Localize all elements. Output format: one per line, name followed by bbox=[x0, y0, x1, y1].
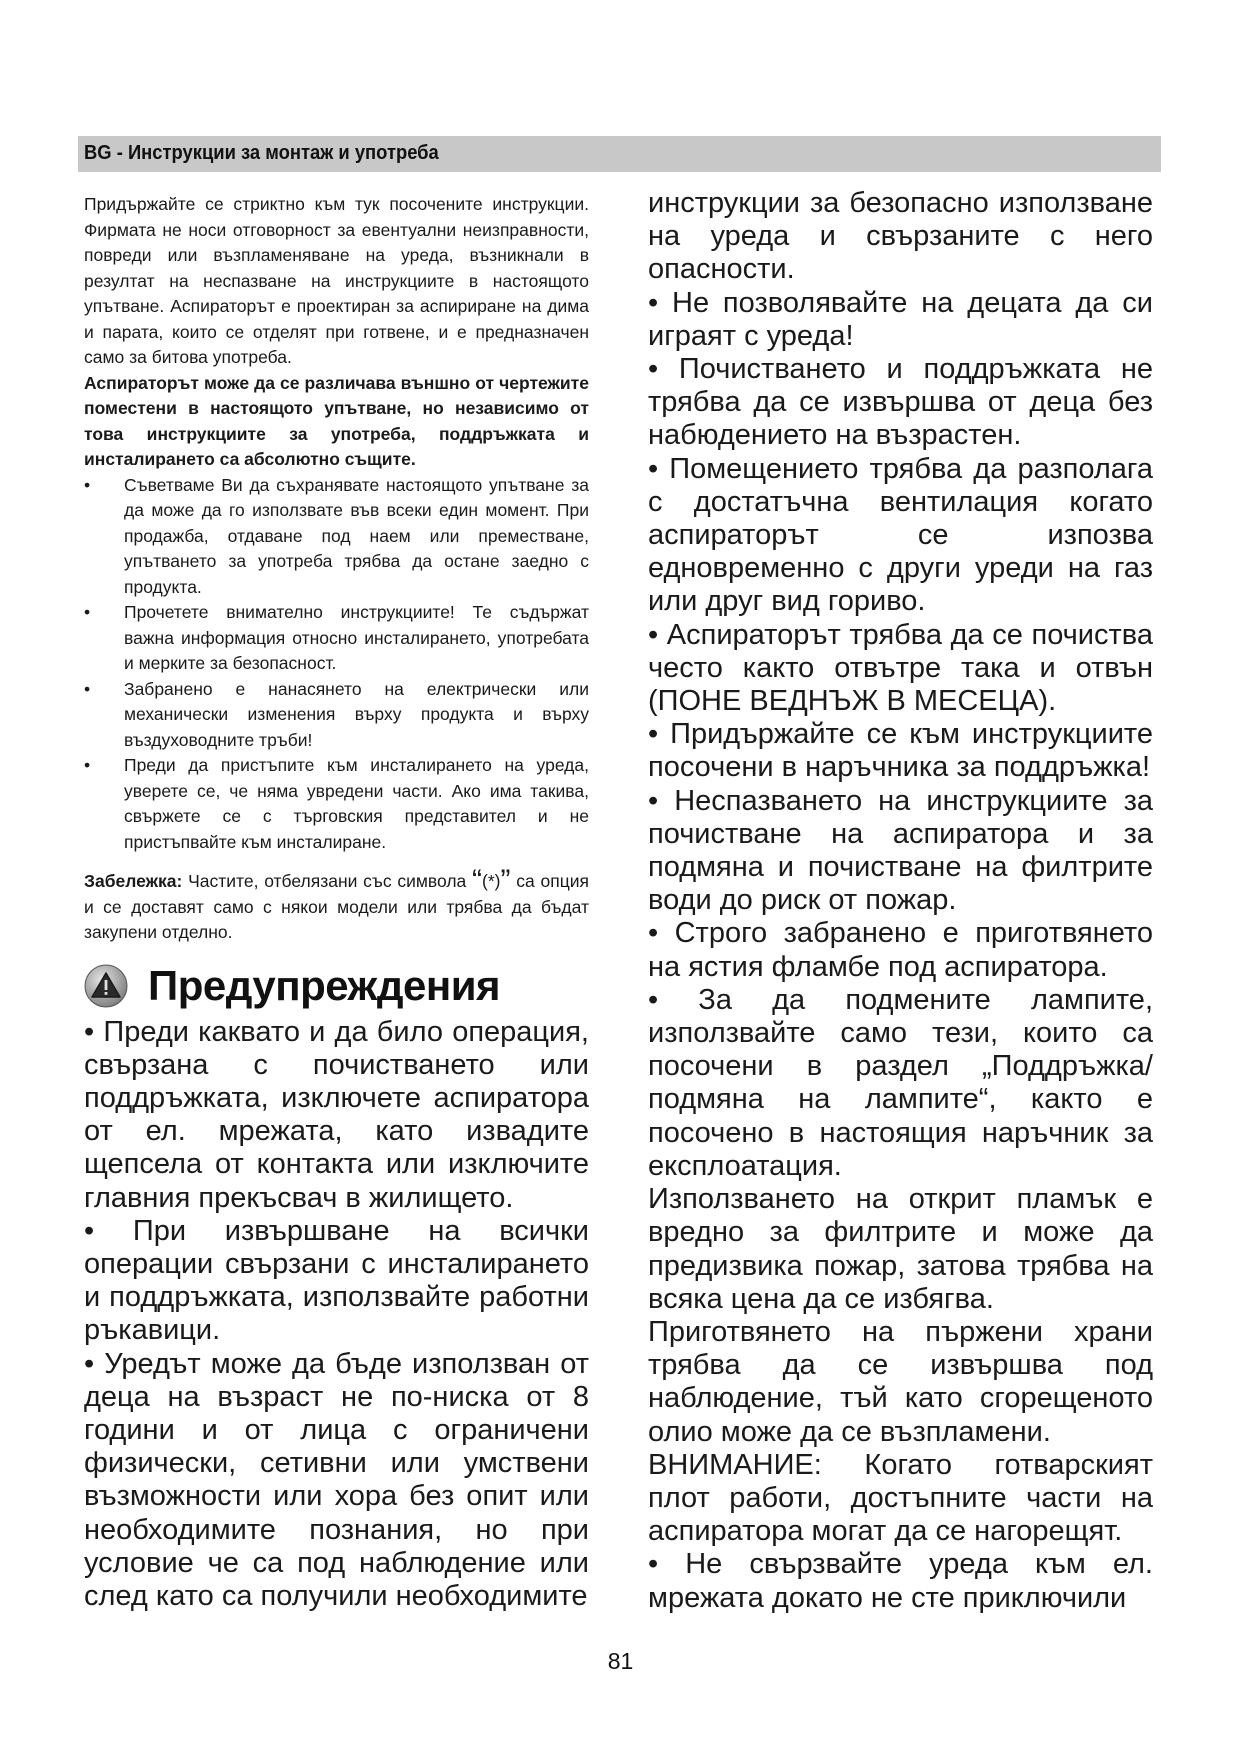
warning-paragraph: • Преди каквато и да било операция, свързана с почистването или поддръжката, изключете аспиратора от ел. мрежата, като извадите щепсела от контакта или изключите главния прекъсвач в жилището. bbox=[84, 1015, 589, 1214]
left-column bbox=[84, 192, 589, 1613]
optional-symbol: (*) bbox=[482, 871, 501, 891]
warning-paragraph: • Придържайте се към инструкциите посочени в наръчника за поддръжка! bbox=[648, 718, 1153, 784]
intro-bold-paragraph: Аспираторът може да се различава външно от чертежите поместени в настоящото упътване, но независимо от това инструкциите за употреба, поддръжката и инсталирането са абсолютно същите. bbox=[84, 372, 589, 469]
warning-paragraph: Използването на открит пламък е вредно за филтрите и може да предизвика пожар, затова трябва на всяка цена да се избягва. bbox=[648, 1183, 1153, 1315]
bullet-dot: • bbox=[84, 474, 91, 495]
list-item: • Забранено е нанасянето на електрически или механически изменения върху продукта и върху въздуховодните тръби! bbox=[84, 678, 589, 750]
warning-paragraph: • Аспираторът трябва да се почиства често както отвътре така и отвън (ПОНЕ ВЕДНЪЖ В МЕСЕЦА). bbox=[648, 618, 1153, 718]
warnings-title: Предупреждения bbox=[148, 961, 501, 1009]
list-item: • Съветваме Ви да съхранявате настоящото упътване за да може да го използвате във всеки един момент. При продажба, отдаване под наем или преместване, упътването за употреба трябва да остане заедно с продукта. bbox=[84, 474, 589, 597]
warning-paragraph: • Неспазването на инструкциите за почистване на аспиратора и за подмяна и почистване на филтрите води до риск от пожар. bbox=[648, 784, 1153, 917]
bullet-dot: • bbox=[84, 678, 91, 699]
warning-paragraph: • Строго забранено е приготвянето на ястия фламбе под аспиратора. bbox=[648, 917, 1153, 983]
intro-bullet-list bbox=[84, 473, 589, 856]
warning-paragraph: • Не позволявайте на децата да си играят с уреда! bbox=[648, 286, 1153, 352]
list-item: • Преди да пристъпите към инсталирането на уреда, уверете се, че няма увредени части. Ако има такива, свържете се с търговския представител и не пристъпвайте към инсталиране. bbox=[84, 755, 589, 852]
warnings-heading bbox=[84, 956, 589, 1016]
warning-triangle-icon bbox=[84, 964, 128, 1008]
bullet-dot: • bbox=[84, 755, 91, 775]
warning-paragraph: • При извършване на всички операции свързани с инсталирането и поддръжката, използвайте работни ръкавици. bbox=[84, 1214, 589, 1347]
warning-paragraph: ВНИМАНИЕ: Когато готварският плот работи, достъпните части на аспиратора могат да се нагорещят. bbox=[648, 1448, 1153, 1548]
note-label: Забележка: bbox=[84, 871, 183, 891]
warning-paragraph: • Почистването и поддръжката не трябва да се извършва от деца без набюдението на възрастен. bbox=[648, 353, 1153, 452]
warning-paragraph: • Уредът може да бъде използван от деца на възраст не по-ниска от 8 години и от лица с ограничени физически, сетивни или умствени възможности или хора без опит или необходимите познания, но при условие че са под наблюдение или след като са получили необходимите bbox=[84, 1347, 589, 1612]
right-column bbox=[648, 187, 1153, 1615]
page-number: 81 bbox=[607, 1648, 634, 1674]
warning-paragraph: инструкции за безопасно използване на уреда и свързаните с него опасности. bbox=[648, 187, 1153, 286]
bullet-dot: • bbox=[84, 602, 91, 622]
warning-paragraph: • Помещението трябва да разполага с достатъчна вентилация когато аспираторът се изпозва едновременно с други уреди на газ или друг вид гориво. bbox=[648, 452, 1153, 618]
note-paragraph: Забележка: Частите, отбелязани със символа “(*)” са опция и се доставят само с някои модели или трябва да бъдат закупени отделно. bbox=[84, 864, 589, 942]
warning-paragraph: • За да подмените лампите, използвайте само тези, които са посочени в раздел „Поддръжка/подмяна на лампите“, както е посочено в настоящия наръчник за експлоатация. bbox=[648, 983, 1153, 1182]
intro-paragraph: Придържайте се стриктно към тук посочените инструкции. Фирмата не носи отговорност за евентуални неизправности, повреди или възпламеняване на уреда, възникнали в резултат на неспазване на инструкциите в настоящото упътване. Аспираторът е проектиран за аспириране на дима и парата, които се отделят при готвене, и е предназначен само за битова употреба. bbox=[84, 194, 589, 367]
section-header-title: BG - Инструкции за монтаж и употреба bbox=[84, 142, 439, 164]
section-header-bar bbox=[78, 136, 1161, 172]
warning-paragraph: • Не свързвайте уреда към ел. мрежата докато не сте приключили bbox=[648, 1548, 1153, 1614]
warning-paragraph: Приготвянето на пържени храни трябва да се извършва под наблюдение, тъй като сгорещеното олио може да се възпламени. bbox=[648, 1315, 1153, 1448]
list-item: • Прочетете внимателно инструкциите! Те съдържат важна информация относно инсталирането, употребата и мерките за безопасност. bbox=[84, 602, 589, 673]
